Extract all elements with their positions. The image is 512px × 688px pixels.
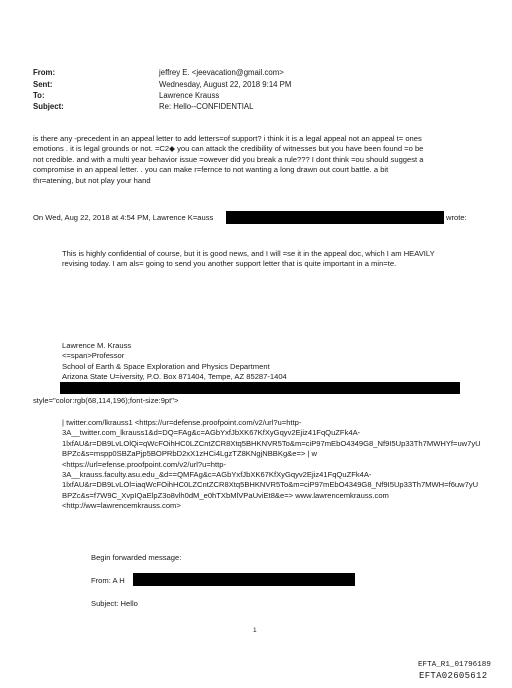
signature xyxy=(62,341,287,383)
quoted-body xyxy=(62,249,502,270)
reply-line: not credible. and with a multi year behavior issue =owever did you break a rule??? I dont think =ou should suggest a xyxy=(33,154,424,164)
sent-label: Sent: xyxy=(33,80,53,89)
redaction-box xyxy=(226,211,444,224)
quoted-line: revising today. I am als= going to send you another support letter that is quite important in a min=te. xyxy=(62,259,397,269)
signature-title: <=span>Professor xyxy=(62,351,125,361)
link-line: BPZc&s=f7W9C_XvpIQaElpZ3o8vlh0dM_e0hTXbMlVPaUviEt8&e=> www.lawrencemkrauss.com xyxy=(62,490,389,500)
forwarded-subject: Subject: Hello xyxy=(91,599,138,608)
quoted-line: This is highly confidential of course, but it is good news, and I will =se it in the appeal doc, which I am HEAVILY xyxy=(62,249,435,258)
link-line: 3A__twitter.com_lkrauss1&d=DQ=FAg&c=AGbYxfJbXK67KfXyGqyv2Ejiz41FqQuZFk4A- xyxy=(62,428,361,438)
quote-intro-wrote: wrote: xyxy=(446,213,467,222)
footer-document-id: EFTA02605612 xyxy=(419,671,488,681)
link-line: <https://url=efense.proofpoint.com/v2/url?u=http- xyxy=(62,459,226,469)
links-block xyxy=(62,418,508,512)
forwarded-from: From: A H xyxy=(91,576,125,585)
subject-label: Subject: xyxy=(33,102,64,111)
reply-line: emotions . it is legal grounds or not. =C2◆ you can attack the credibility of witnesses but you have been found =o be xyxy=(33,144,424,154)
to-label: To: xyxy=(33,91,45,100)
reply-line: is there any -precedent in an appeal letter to add letters=of support? i think it is a legal appeal not an appeal t= ones xyxy=(33,134,422,143)
redaction-box xyxy=(133,573,355,586)
redaction-box xyxy=(60,382,460,394)
quote-intro: On Wed, Aug 22, 2018 at 4:54 PM, Lawrence K=auss xyxy=(33,213,214,222)
link-line: 1lxfAU&r=DB9LvLOlQi=qWcFOihHC0LZCntZCR8Xtq5BHKNVR5To&m=ciP97mEbO4349G8_Nf9I5Up33Th7MWHYf=uw7yU xyxy=(62,438,481,448)
link-line: | twitter.com/lkrauss1 <https://ur=defense.proofpoint.com/v2/url?u=http- xyxy=(62,418,302,427)
reply-body xyxy=(33,134,495,186)
from-value: jeffrey E. <jeevacation@gmail.com> xyxy=(159,68,284,77)
signature-department: School of Earth & Space Exploration and Physics Department xyxy=(62,361,270,371)
from-label: From: xyxy=(33,68,56,77)
page-number: 1 xyxy=(253,627,257,634)
to-value: Lawrence Krauss xyxy=(159,91,220,100)
footer-reference: EFTA_R1_01796189 xyxy=(418,661,491,669)
subject-value: Re: Hello--CONFIDENTIAL xyxy=(159,102,254,111)
link-line: 1lxfAU&r=DB9LvLOl=iaqWcFOihHC0LZCntZCR8Xtq5BHKNVR5To&m=ciP97mEbO4349G8_Nf9I5Up33Th7MWH=f6uw7yU xyxy=(62,480,479,490)
signature-address: Arizona State U=iversity, P.O. Box 871404, Tempe, AZ 85287-1404 xyxy=(62,372,287,382)
link-line: 3A__krauss.faculty.asu.edu_&d==QMFAg&c=AGbYxfJbXK67KfXyGqyv2Ejiz41FqQuZFk4A- xyxy=(62,470,372,480)
sent-value: Wednesday, August 22, 2018 9:14 PM xyxy=(159,80,292,89)
reply-line: thr=atening, but not play your hand xyxy=(33,175,151,185)
link-line: BPZc&s=mspp0SBZaPjp5BOPRbD2xX1zHCi4LgzTZ8KNgjNBBKg&e=> | w xyxy=(62,449,317,459)
forwarded-intro: Begin forwarded message: xyxy=(91,553,182,562)
link-line: <http://ww=lawrencemkrauss.com> xyxy=(62,501,181,511)
reply-line: compromise in an appeal letter. . you can make r=fernce to not wanting a long drawn out court battle. a bit xyxy=(33,165,389,175)
style-line: style="color:rgb(68,114,196);font-size:9pt"> xyxy=(33,396,179,405)
signature-name: Lawrence M. Krauss xyxy=(62,341,132,350)
